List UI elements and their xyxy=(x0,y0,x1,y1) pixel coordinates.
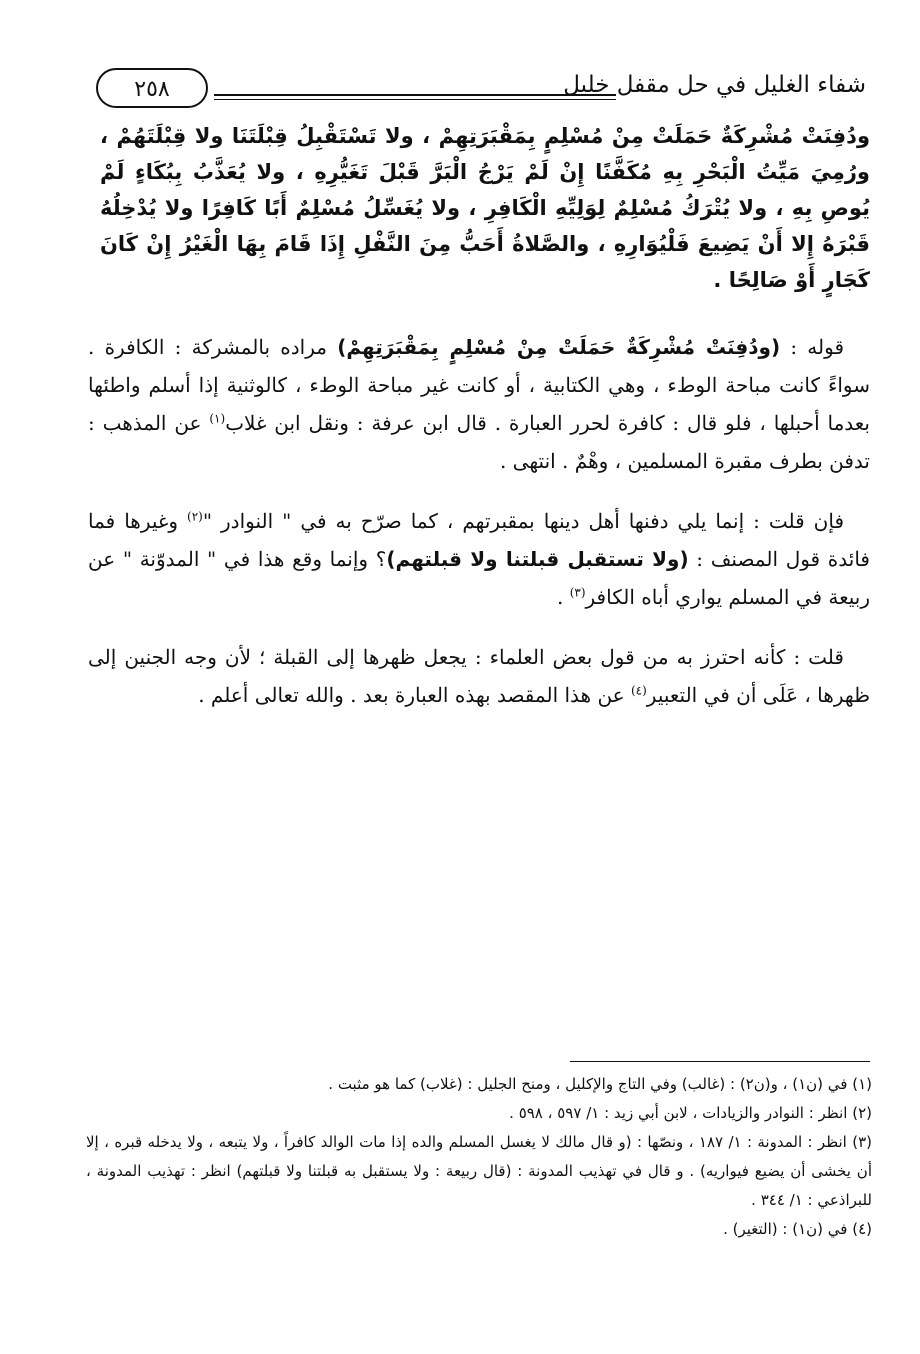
footnotes xyxy=(86,1070,872,1244)
commentary-paragraph-2 xyxy=(88,502,870,616)
p2-text-c: ؟ وإنما وقع هذا في " المدوّنة " عن ربيعة في المسلم يواري أباه الكافر xyxy=(88,547,870,609)
footnote-ref-1[interactable]: (١) xyxy=(209,411,226,426)
footnote-separator xyxy=(570,1061,870,1062)
commentary-body xyxy=(88,328,870,736)
p3-text-b: عن هذا المقصد بهذه العبارة بعد . والله تعالى أعلم . xyxy=(198,683,631,707)
p3-text-a: قلت : كأنه احترز به من قول بعض العلماء : يجعل ظهرها إلى القبلة ؛ لأن وجه الجنين إلى ظهرها ، عَلَى أن في التعبير xyxy=(88,645,870,707)
running-title: شفاء الغليل في حل مقفل خليل xyxy=(563,72,866,98)
commentary-paragraph-1 xyxy=(88,328,870,480)
footnote-ref-4[interactable]: (٤) xyxy=(630,683,647,698)
p2-text-b: وغيرها فما فائدة قول المصنف : xyxy=(88,509,870,571)
footnote-ref-3[interactable]: (٣) xyxy=(569,585,586,600)
matn-text: ودُفِنَتْ مُشْرِكَةٌ حَمَلَتْ مِنْ مُسْلِمٍ بِمَقْبَرَتِهِمْ ، ولا تَسْتَقْبِلُ قِبْلَتَنَا ولا قِبْلَتَهُمْ ، ورُمِيَ مَيِّتُ الْبَحْرِ بِهِ مُكَفَّنًا إِنْ لَمْ يَرْجُ الْبَرَّ قَبْلَ تَغَيُّرِهِ ، ولا يُعَذَّبُ بِبُكَاءٍ لَمْ يُوصِ بِهِ ، ولا يُتْرَكُ مُسْلِمٌ لِوَلِيِّهِ الْكَافِرِ ، ولا يُغَسِّلُ مُسْلِمٌ أَبًا كَافِرًا ولا يُدْخِلُهُ قَبْرَهُ إِلا أَنْ يَضِيعَ فَلْيُوَارِهِ ، والصَّلاةُ أَحَبُّ مِنَ النَّفْلِ إِذَا قَامَ بِهَا الْغَيْرُ إِنْ كَانَ كَجَارٍ أَوْ صَالِحًا . xyxy=(100,124,870,292)
p1-lead: قوله : xyxy=(780,335,845,359)
footnote-1: (١) في (ن١) ، و(ن٢) : (غالب) وفي التاج والإكليل ، ومنح الجليل : (غلاب) كما هو مثبت . xyxy=(328,1075,872,1093)
footnote-3: (٣) انظر : المدونة : ١/ ١٨٧ ، ونصّها : (و قال مالك لا يغسل المسلم والده إذا مات الوالد كافراً ، ولا يتبعه ، ولا يدخله قبره ، إلا أن يخشى أن يضيع فيواريه) . و قال في تهذيب المدونة : (قال ربيعة : ولا يستقبل به قبلتنا ولا قبلتهم) انظر : تهذيب المدونة ، للبراذعي : ١/ ٣٤٤ . xyxy=(86,1133,873,1209)
commentary-paragraph-3 xyxy=(88,638,870,714)
footnote-2: (٢) انظر : النوادر والزيادات ، لابن أبي زيد : ١/ ٥٩٧ ، ٥٩٨ . xyxy=(509,1104,872,1122)
p2-text-d: . xyxy=(556,585,570,609)
p1-quote: (ودُفِنَتْ مُشْرِكَةٌ حَمَلَتْ مِنْ مُسْلِمٍ بِمَقْبَرَتِهِمْ) xyxy=(337,335,781,359)
header-rule xyxy=(214,94,616,100)
page-header xyxy=(96,68,866,114)
p2-text-a: فإن قلت : إنما يلي دفنها أهل دينها بمقبرتهم ، كما صرّح به في " النوادر " xyxy=(202,509,844,533)
p2-quote: (ولا تستقبل قبلتنا ولا قبلتهم) xyxy=(386,547,689,571)
footnote-ref-2[interactable]: (٢) xyxy=(187,509,203,524)
page-number: ٢٥٨ xyxy=(96,68,208,108)
p1-text-b: عن المذهب : تدفن بطرف مقبرة المسلمين ، وهْمٌ . انتهى . xyxy=(88,411,870,473)
p1-text-a: مراده بالمشركة : الكافرة . سواءً كانت مباحة الوطء ، وهي الكتابية ، أو كانت غير مباحة الوطء ، كالوثنية إذا أسلم واطئها بعدما أحبلها ، فلو قال : كافرة لحرر العبارة . قال ابن عرفة : ونقل ابن غلاب xyxy=(88,335,870,435)
footnote-4: (٤) في (ن١) : (التغير) . xyxy=(723,1220,872,1238)
